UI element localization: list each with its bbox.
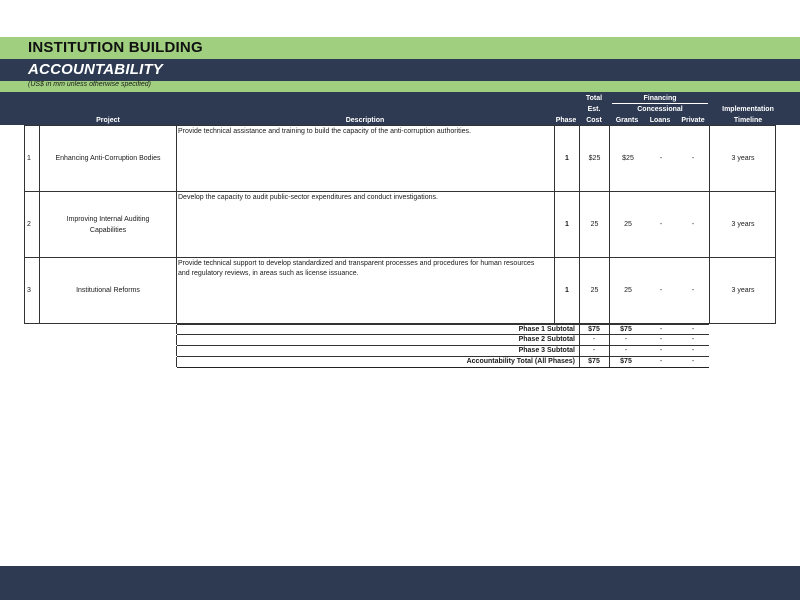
row-number: 1 xyxy=(27,155,31,162)
loans-value: - xyxy=(659,221,663,228)
subtotal-grants: $75 xyxy=(620,326,632,333)
col-header-cost-line2: Est. xyxy=(587,106,601,113)
grants-value: $25 xyxy=(622,155,634,162)
private-value: - xyxy=(691,221,695,228)
col-header-timeline-line2: Timeline xyxy=(733,117,763,124)
loans-value: - xyxy=(659,287,663,294)
subtotal-loans: - xyxy=(659,336,663,343)
units-note-bar xyxy=(0,81,800,92)
col-header-phase: Phase xyxy=(555,117,577,124)
cost-value: 25 xyxy=(590,287,599,294)
units-note: (US$ in mm unless otherwise specified) xyxy=(28,81,151,88)
subtotal-label: Phase 3 Subtotal xyxy=(518,347,575,354)
subtotal-private: - xyxy=(691,326,695,333)
total-cost: $75 xyxy=(588,358,600,365)
subtotal-row xyxy=(177,324,709,335)
total-label: Accountability Total (All Phases) xyxy=(466,358,575,365)
row-number: 2 xyxy=(27,221,31,228)
private-value: - xyxy=(691,287,695,294)
subsection-title: ACCOUNTABILITY xyxy=(28,61,164,78)
subtotal-label: Phase 1 Subtotal xyxy=(518,326,575,333)
financing-divider xyxy=(612,103,708,104)
subtotal-private: - xyxy=(691,336,695,343)
subtotal-cost: $75 xyxy=(588,326,600,333)
timeline-value: 3 years xyxy=(731,155,755,162)
col-header-loans: Loans xyxy=(649,117,671,124)
col-header-cost-line1: Total xyxy=(585,95,603,102)
subtotal-cost: - xyxy=(592,347,596,354)
total-private: - xyxy=(691,358,695,365)
table-row xyxy=(24,125,776,192)
phase-value: 1 xyxy=(565,287,569,294)
table-row xyxy=(24,191,776,258)
timeline-value: 3 years xyxy=(731,287,755,294)
phase-value: 1 xyxy=(565,221,569,228)
subtotal-grants: - xyxy=(624,347,628,354)
col-header-description: Description xyxy=(345,117,385,124)
footer-band xyxy=(0,566,800,600)
project-description: Provide technical support to develop standardized and transparent processes and procedures for human resources and regulatory reviews, in areas such as license issuance. xyxy=(178,260,535,277)
total-row xyxy=(177,357,709,368)
subsection-title-bar xyxy=(0,59,800,81)
cost-value: 25 xyxy=(590,221,599,228)
cost-value: $25 xyxy=(588,155,601,162)
row-number: 3 xyxy=(27,287,31,294)
section-title: INSTITUTION BUILDING xyxy=(28,39,203,56)
project-description: Provide technical assistance and training to build the capacity of the anti-corruption authorities. xyxy=(178,128,472,135)
project-name: Enhancing Anti-Corruption Bodies xyxy=(55,155,161,162)
subtotal-private: - xyxy=(691,347,695,354)
subtotal-cost: - xyxy=(592,336,596,343)
subtotal-grants: - xyxy=(624,336,628,343)
col-header-cost-line3: Cost xyxy=(586,117,602,124)
private-value: - xyxy=(691,155,695,162)
col-header-concessional: Concessional xyxy=(637,106,683,113)
col-header-project: Project xyxy=(96,117,120,124)
subtotal-row xyxy=(177,335,709,346)
phase-value: 1 xyxy=(565,155,569,162)
loans-value: - xyxy=(659,155,663,162)
table-header xyxy=(0,92,800,125)
col-header-private: Private xyxy=(681,117,705,124)
subtotal-row xyxy=(177,346,709,357)
project-description: Develop the capacity to audit public-sector expenditures and conduct investigations. xyxy=(178,194,438,201)
section-title-bar xyxy=(0,37,800,59)
project-name: Improving Internal Auditing Capabilities xyxy=(66,216,150,234)
col-header-financing: Financing xyxy=(643,95,677,102)
grants-value: 25 xyxy=(624,287,632,294)
timeline-value: 3 years xyxy=(731,221,755,228)
total-loans: - xyxy=(659,358,663,365)
total-grants: $75 xyxy=(620,358,632,365)
table-row xyxy=(24,257,776,324)
grants-value: 25 xyxy=(624,221,632,228)
subtotal-loans: - xyxy=(659,326,663,333)
project-name: Institutional Reforms xyxy=(76,287,140,294)
col-header-timeline-line1: Implementation xyxy=(722,106,774,113)
subtotal-label: Phase 2 Subtotal xyxy=(518,336,575,343)
col-header-grants: Grants xyxy=(615,117,639,124)
subtotal-loans: - xyxy=(659,347,663,354)
